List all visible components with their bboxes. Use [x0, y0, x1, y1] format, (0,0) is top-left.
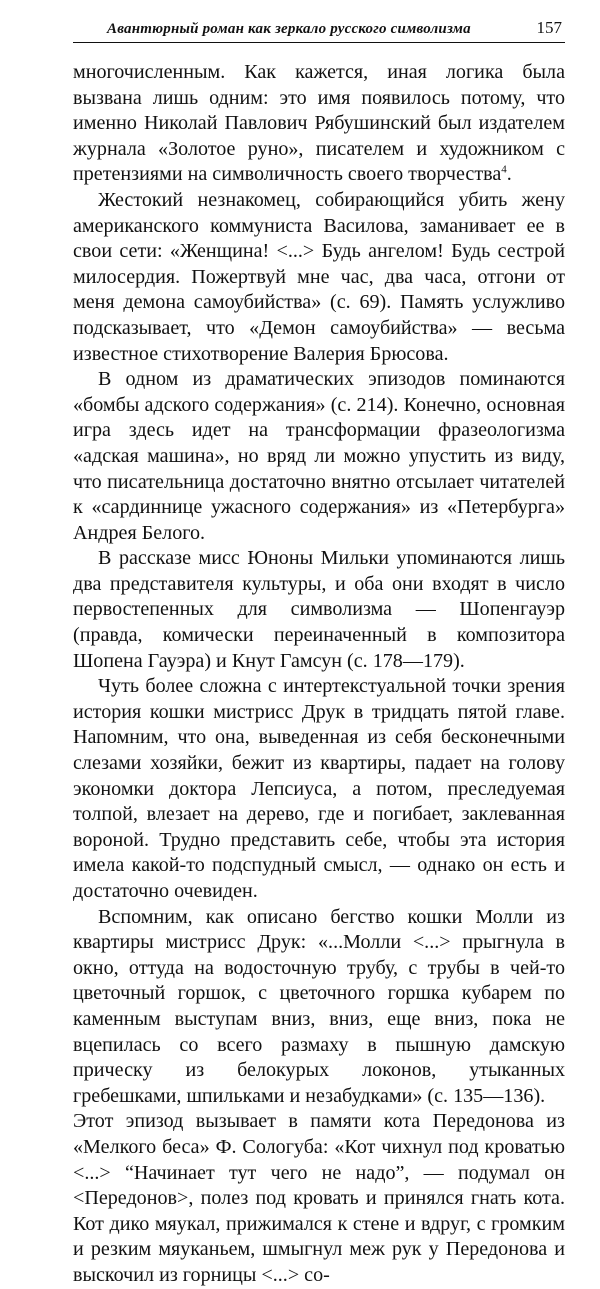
paragraph: Вспомним, как описано бегство кошки Молли из квартиры мистрисс Друк: «...Молли <...> прыгнула в окно, оттуда на водосточную трубу, с трубы в чей-то цветочный горшок, с цветочного горшка кубарем по каменным выступам вниз, вниз, еще вниз, пока не вцепилась со всего размаху в пышную дамскую прическу из белокурых локонов, утыканных гребешками, шпильками и незабудками» (с. 135—136).	[73, 905, 565, 1107]
paragraph: В одном из драматических эпизодов поминаются «бомбы адского содержания» (с. 214). Конечно, основная игра здесь идет на трансформации фразеологизма «адская машина», но вряд ли можно упустить из виду, что писательница достаточно внятно отсылает читателей к «сардиннице ужасного содержания» из «Петербурга» Андрея Белого.	[73, 368, 565, 544]
running-title: Авантюрный роман как зеркало русского символизма	[107, 21, 471, 37]
paragraph: многочисленным. Как кажется, иная логика была вызвана лишь одним: это имя появилось потому, что именно Николай Павлович Рябушинский был издателем журнала «Золотое руно», писателем и художником с претензиями на символичность своего творчества$^4$.	[73, 61, 565, 186]
paragraph: В рассказе мисс Юноны Мильки упоминаются лишь два представителя культуры, и оба они входят в число первостепенных для символизма — Шопенгауэр (правда, комически переиначенный в композитора Шопена Гауэра) и Кнут Гамсун (с. 178—179).	[73, 547, 565, 672]
header-rule	[73, 42, 565, 43]
paragraph: Жестокий незнакомец, собирающийся убить жену американского коммуниста Василова, заманивает ее в свои сети: «Женщина! <...> Будь ангелом! Будь сестрой милосердия. Пожертвуй мне час, два часа, отгони от меня демона самоубийства» (с. 69). Память услужливо подсказывает, что «Демон самоубийства» — весьма известное стихотворение Валерия Брюсова.	[73, 188, 565, 365]
paragraph-text: многочисленным. Как кажется, иная логика была вызвана лишь одним: это имя появилось потому, что именно Николай Павлович Рябушинский был издателем журнала «Золотое руно», писателем и художником с претензиями на символичность своего творчества	[73, 61, 565, 186]
paragraph: Чуть более сложна с интертекстуальной точки зрения история кошки мистрисс Друк в тридцать пятой главе. Напомним, что она, выведенная из себя бесконечными слезами хозяйки, бежит из квартиры, падает на голову экономки доктора Лепсиуса, а потом, преследуемая толпой, влезает на дерево, где и погибает, заклеванная вороной. Трудно представить себе, чтобы эта история имела какой-то подспудный смысл, — однако он есть и достаточно очевиден.	[73, 675, 565, 902]
footnote-ref: 4	[501, 163, 507, 176]
page-number: 157	[536, 18, 562, 37]
running-header	[73, 18, 565, 38]
body-text	[73, 60, 565, 1289]
paragraph: Этот эпизод вызывает в памяти кота Передонова из «Мелкого беса» Ф. Сологуба: «Кот чихнул под кроватью <...> “Начинает тут чего не надо”, — подумал он <Передонов>, полез под кровать и принялся гнать кота. Кот дико мяукал, прижимался к стене и вдруг, с громким и резким мяуканьем, шмыгнул меж рук у Передонова и выскочил из горницы <...> со-	[73, 1110, 565, 1286]
